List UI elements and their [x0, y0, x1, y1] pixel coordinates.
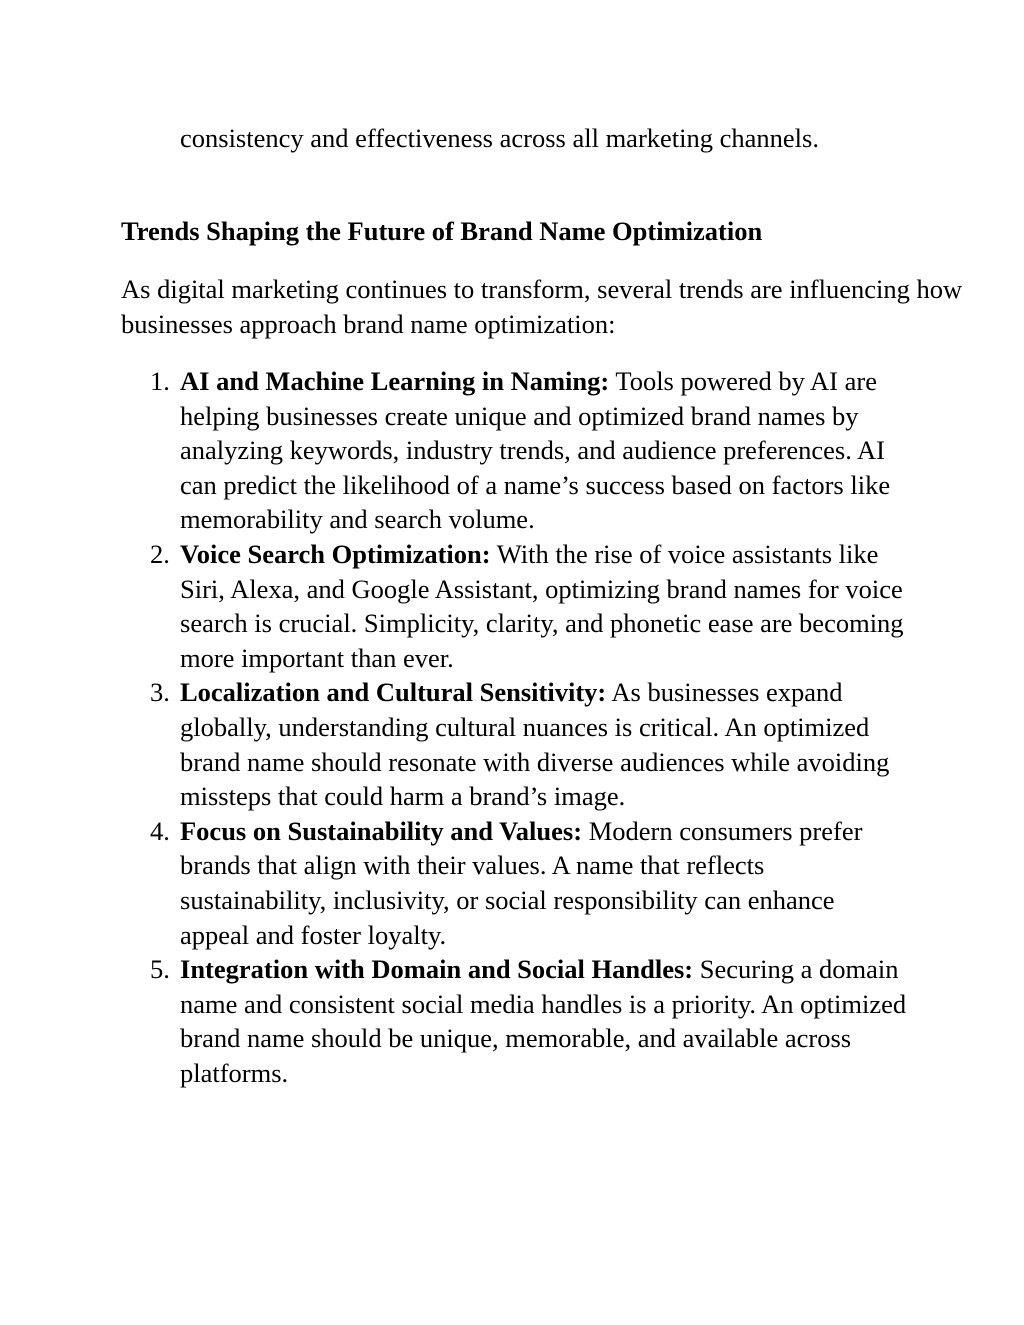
- trend-description: With the rise of voice assistants like Siri, Alexa, and Google Assistant, optimizing brand names for voice search is crucial. Simplicity, clarity, and phonetic ease are becoming more important than ever.: [180, 538, 904, 673]
- section-heading: Trends Shaping the Future of Brand Name Optimization: [121, 216, 763, 246]
- trends-list: [0, 364, 1024, 1090]
- trend-item-domain-social: [0, 952, 910, 1090]
- trend-title: AI and Machine Learning in Naming:: [180, 366, 610, 396]
- trend-title: Voice Search Optimization:: [180, 538, 491, 569]
- list-number: 5.: [150, 954, 170, 985]
- trend-title: Focus on Sustainability and Values:: [180, 815, 583, 846]
- list-number: 4.: [150, 815, 170, 846]
- list-number: 2.: [150, 538, 170, 569]
- trend-description: Modern consumers prefer brands that align with their values. A name that reflects sustainability, inclusivity, or social responsibility can enhance appeal and foster loyalty.: [180, 815, 863, 950]
- trend-item-voice-search: [0, 537, 910, 675]
- trend-title: Localization and Cultural Sensitivity:: [180, 677, 607, 708]
- trend-description: Securing a domain name and consistent social media handles is a priority. An optimized brand name should be unique, memorable, and available across platforms.: [180, 954, 907, 1088]
- list-number: 1.: [150, 366, 170, 396]
- trend-item-localization: [0, 675, 910, 813]
- continuation-paragraph: consistency and effectiveness across all marketing channels.: [180, 123, 819, 153]
- trend-item-sustainability: [0, 814, 910, 952]
- list-number: 3.: [150, 677, 170, 708]
- intro-paragraph: As digital marketing continues to transform, several trends are influencing how businesses approach brand name optimization:: [121, 274, 963, 339]
- trend-title: Integration with Domain and Social Handles:: [180, 954, 694, 985]
- trend-description: As businesses expand globally, understanding cultural nuances is critical. An optimized brand name should resonate with diverse audiences while avoiding missteps that could harm a brand’s image.: [180, 677, 890, 812]
- trend-item-ai-naming: [0, 364, 910, 537]
- trend-description: Tools powered by AI are helping businesses create unique and optimized brand names by analyzing keywords, industry trends, and audience preferences. AI can predict the likelihood of a name’s success based on factors like memorability and search volume.: [180, 366, 891, 535]
